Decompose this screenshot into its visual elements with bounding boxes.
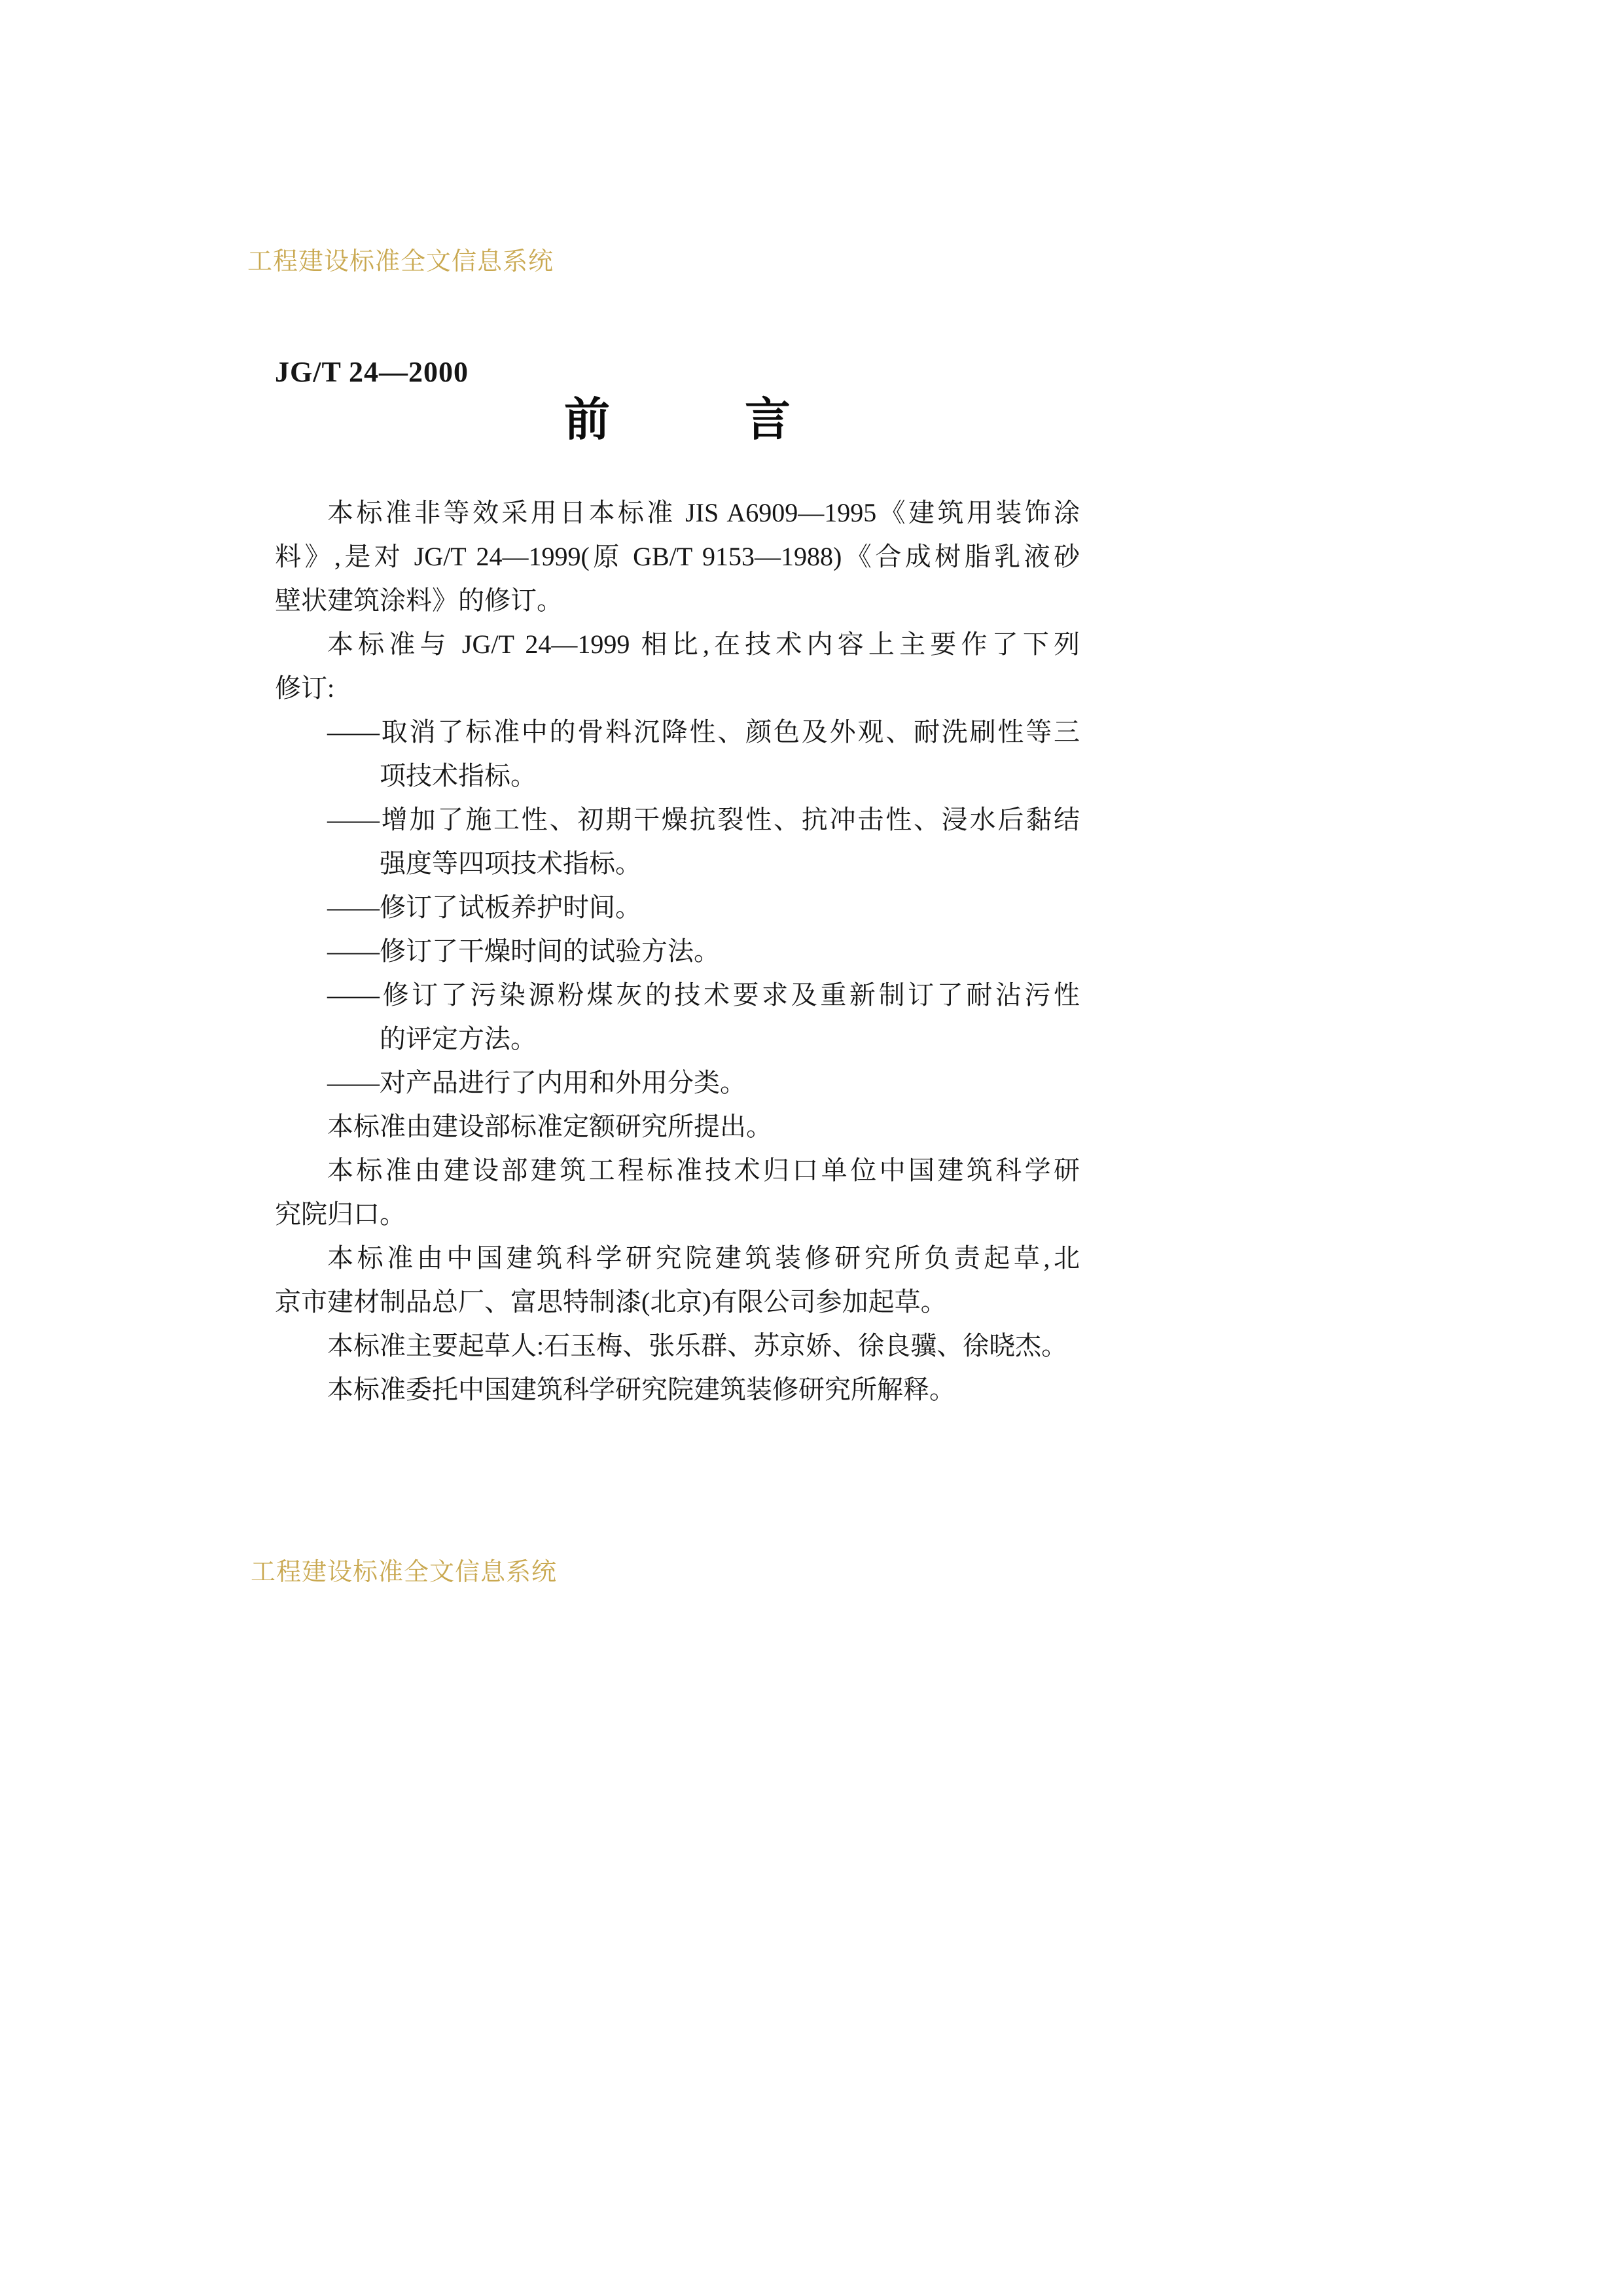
page-title (275, 393, 1080, 446)
text-line: ——修订了干燥时间的试验方法。 (327, 936, 720, 966)
text-line: 强度等四项技术指标。 (380, 849, 641, 878)
doc-number: JG/T 24—2000 (275, 356, 469, 388)
text-line: 京市建材制品总厂、富思特制漆(北京)有限公司参加起草。 (275, 1287, 947, 1316)
text-line: ——取消了标准中的骨料沉降性、颜色及外观、耐洗刷性等三 (327, 717, 1080, 747)
text-line: ——对产品进行了内用和外用分类。 (327, 1068, 746, 1097)
text-line: ——修订了污染源粉煤灰的技术要求及重新制订了耐沾污性 (327, 980, 1080, 1010)
footer-system-label: 工程建设标准全文信息系统 (251, 1559, 558, 1586)
text-line: 本标准与 JG/T 24—1999 相比,在技术内容上主要作了下列 (327, 629, 1080, 659)
text-line: 本标准由建设部建筑工程标准技术归口单位中国建筑科学研 (327, 1156, 1080, 1185)
text-line: 的评定方法。 (380, 1024, 537, 1053)
text-line: 本标准由中国建筑科学研究院建筑装修研究所负责起草,北 (327, 1243, 1080, 1273)
foreword-text (275, 491, 1080, 1411)
text-line: 本标准委托中国建筑科学研究院建筑装修研究所解释。 (327, 1375, 955, 1404)
text-line: 本标准由建设部标准定额研究所提出。 (327, 1112, 772, 1141)
text-line: 壁状建筑涂料》的修订。 (275, 586, 563, 615)
header-system-label: 工程建设标准全文信息系统 (247, 248, 554, 275)
text-line: 料》,是对 JG/T 24—1999(原 GB/T 9153—1988)《合成树脂乳液砂 (275, 542, 1080, 571)
text-line: ——增加了施工性、初期干燥抗裂性、抗冲击性、浸水后黏结 (327, 805, 1080, 834)
text-line: 本标准非等效采用日本标准 JIS A6909—1995《建筑用装饰涂 (327, 498, 1080, 527)
page-title-char-2: 言 (745, 394, 791, 445)
text-line: 项技术指标。 (380, 761, 537, 790)
page-title-char-1: 前 (564, 394, 610, 445)
text-line: 究院归口。 (275, 1199, 406, 1229)
text-line: 本标准主要起草人:石玉梅、张乐群、苏京娇、徐良骥、徐晓杰。 (327, 1331, 1068, 1360)
text-line: ——修订了试板养护时间。 (327, 892, 641, 922)
text-line: 修订: (275, 673, 335, 703)
